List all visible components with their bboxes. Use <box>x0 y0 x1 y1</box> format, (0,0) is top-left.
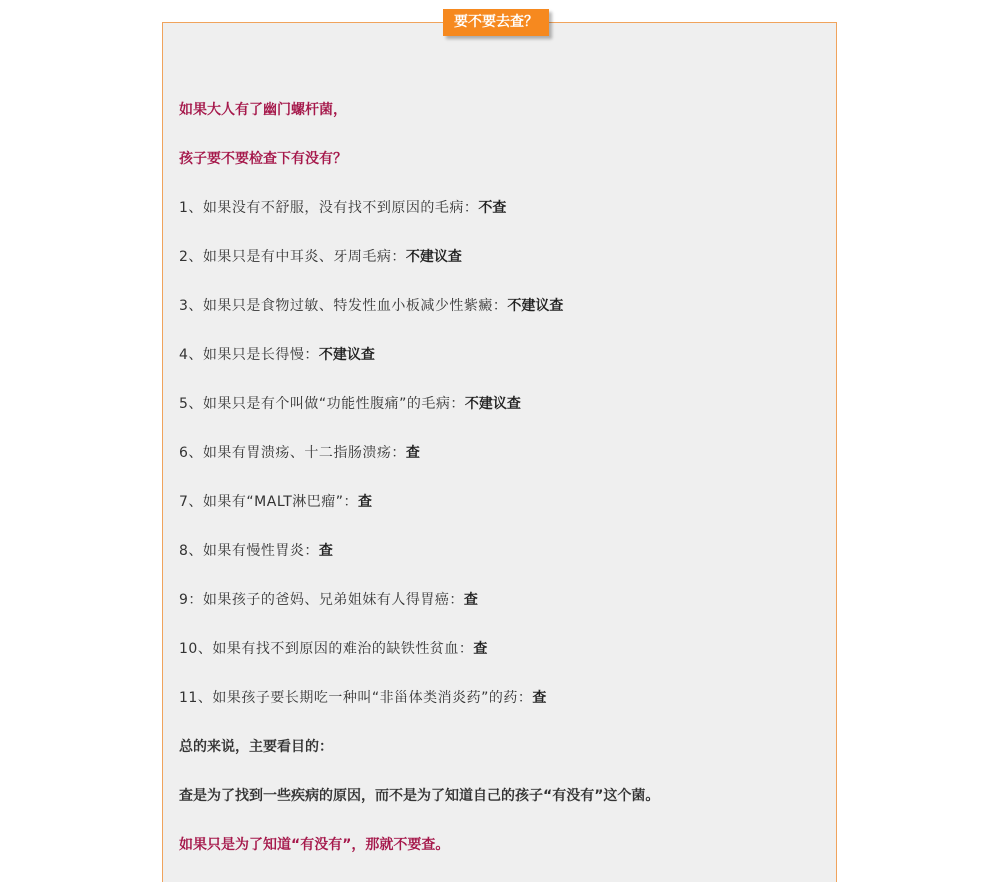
item-answer: 不建议查 <box>464 396 521 412</box>
item-text: 5、如果只是有个叫做“功能性腹痛”的毛病： <box>179 396 465 412</box>
list-item <box>179 444 420 462</box>
summary-line-1: 总的来说，主要看目的： <box>179 739 333 755</box>
item-answer: 查 <box>405 445 420 461</box>
item-answer: 查 <box>532 690 547 706</box>
item-answer: 查 <box>318 543 333 559</box>
item-answer: 查 <box>358 494 372 510</box>
list-item <box>179 591 478 609</box>
item-answer: 不查 <box>478 200 507 216</box>
list-item <box>179 640 487 658</box>
list-item <box>179 395 521 413</box>
item-text: 8、如果有慢性胃炎： <box>179 543 319 559</box>
item-answer: 不建议查 <box>405 249 462 265</box>
item-text: 9：如果孩子的爸妈、兄弟姐妹有人得胃癌： <box>179 592 464 608</box>
list-item <box>179 493 372 511</box>
section-title-tab: 要不要去查？ <box>443 9 549 36</box>
list-item <box>179 346 375 364</box>
item-answer: 不建议查 <box>507 298 564 314</box>
summary-line-2: 查是为了找到一些疾病的原因，而不是为了知道自己的孩子“有没有”这个菌。 <box>179 788 660 804</box>
list-item <box>179 297 563 315</box>
item-text: 1、如果没有不舒服，没有找不到原因的毛病： <box>179 200 479 216</box>
intro-line-2: 孩子要不要检查下有没有？ <box>179 151 347 167</box>
list-item <box>179 199 506 217</box>
item-answer: 不建议查 <box>318 347 375 363</box>
item-text: 11、如果孩子要长期吃一种叫“非甾体类消炎药”的药： <box>179 690 533 706</box>
item-text: 6、如果有胃溃疡、十二指肠溃疡： <box>179 445 406 461</box>
item-text: 10、如果有找不到原因的难治的缺铁性贫血： <box>179 641 474 657</box>
list-item <box>179 542 333 560</box>
list-item <box>179 689 546 707</box>
item-text: 3、如果只是食物过敏、特发性血小板减少性紫癜： <box>179 298 508 314</box>
item-text: 2、如果只是有中耳炎、牙周毛病： <box>179 249 406 265</box>
item-answer: 查 <box>463 592 478 608</box>
intro-line-1: 如果大人有了幽门螺杆菌， <box>179 102 347 118</box>
item-text: 7、如果有“MALT淋巴瘤”： <box>179 494 358 510</box>
item-answer: 查 <box>473 641 488 657</box>
list-item <box>179 248 462 266</box>
conclusion-line: 如果只是为了知道“有没有”，那就不要查。 <box>179 837 450 853</box>
item-text: 4、如果只是长得慢： <box>179 347 319 363</box>
